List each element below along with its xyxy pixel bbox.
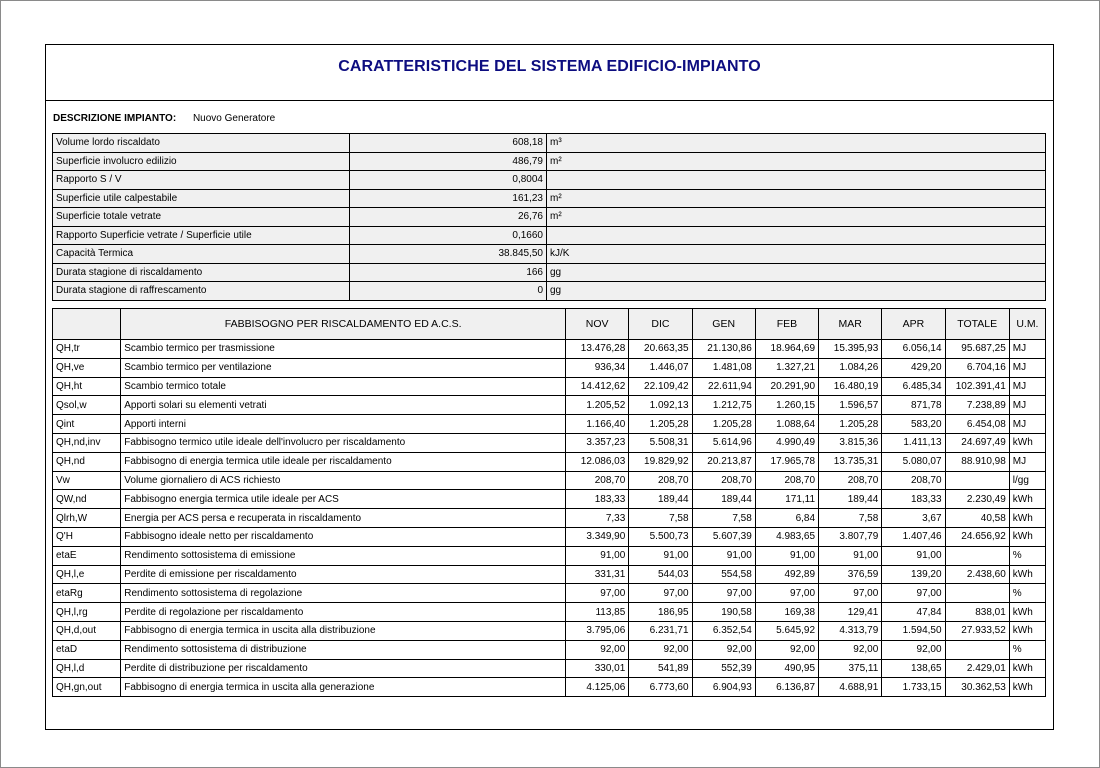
cell-symbol: Vw [53, 471, 121, 490]
cell-gen: 92,00 [692, 640, 755, 659]
cell-apr: 1.594,50 [882, 621, 945, 640]
cell-symbol: QH,tr [53, 340, 121, 359]
cell-gen: 91,00 [692, 546, 755, 565]
cell-mar: 92,00 [819, 640, 882, 659]
cell-apr: 183,33 [882, 490, 945, 509]
cell-apr: 429,20 [882, 358, 945, 377]
cell-mar: 189,44 [819, 490, 882, 509]
cell-nov: 12.086,03 [566, 452, 629, 471]
cell-apr: 1.407,46 [882, 527, 945, 546]
cell-apr: 1.733,15 [882, 678, 945, 697]
cell-feb: 1.260,15 [755, 396, 818, 415]
caratteristica-unit: m² [547, 152, 1046, 171]
table-row [53, 471, 1046, 490]
caratteristica-value: 161,23 [350, 189, 547, 208]
cell-symbol: QH,nd,inv [53, 433, 121, 452]
caratteristica-label: Rapporto Superficie vetrate / Superficie utile [53, 226, 350, 245]
cell-dic: 1.446,07 [629, 358, 692, 377]
caratteristica-label: Superficie involucro edilizio [53, 152, 350, 171]
caratteristica-unit: kJ/K [547, 245, 1046, 264]
cell-description: Perdite di distribuzione per riscaldamento [121, 659, 566, 678]
cell-nov: 3.357,23 [566, 433, 629, 452]
cell-gen: 6.352,54 [692, 621, 755, 640]
cell-symbol: QH,l,rg [53, 603, 121, 622]
cell-unit: kWh [1009, 527, 1045, 546]
cell-totale: 40,58 [945, 509, 1009, 528]
cell-nov: 183,33 [566, 490, 629, 509]
cell-feb: 171,11 [755, 490, 818, 509]
cell-unit: kWh [1009, 433, 1045, 452]
cell-gen: 1.481,08 [692, 358, 755, 377]
caratteristica-row [53, 134, 1046, 153]
cell-mar: 4.313,79 [819, 621, 882, 640]
caratteristica-unit: m³ [547, 134, 1046, 153]
cell-description: Scambio termico totale [121, 377, 566, 396]
cell-unit: kWh [1009, 678, 1045, 697]
cell-mar: 1.205,28 [819, 415, 882, 434]
cell-feb: 97,00 [755, 584, 818, 603]
cell-nov: 3.349,90 [566, 527, 629, 546]
caratteristica-row [53, 208, 1046, 227]
caratteristica-value: 486,79 [350, 152, 547, 171]
cell-totale [945, 546, 1009, 565]
caratteristica-value: 26,76 [350, 208, 547, 227]
cell-unit: kWh [1009, 621, 1045, 640]
caratteristiche-table [52, 133, 1046, 301]
table-row [53, 603, 1046, 622]
caratteristica-value: 38.845,50 [350, 245, 547, 264]
column-header-dic: DIC [629, 309, 692, 340]
cell-unit: l/gg [1009, 471, 1045, 490]
table-row [53, 584, 1046, 603]
cell-totale: 2.429,01 [945, 659, 1009, 678]
cell-symbol: QW,nd [53, 490, 121, 509]
table-row [53, 452, 1046, 471]
cell-apr: 5.080,07 [882, 452, 945, 471]
cell-mar: 97,00 [819, 584, 882, 603]
cell-symbol: QH,l,e [53, 565, 121, 584]
caratteristica-unit: m² [547, 208, 1046, 227]
cell-gen: 1.212,75 [692, 396, 755, 415]
fabbisogno-table [52, 308, 1046, 697]
cell-mar: 376,59 [819, 565, 882, 584]
cell-mar: 91,00 [819, 546, 882, 565]
cell-apr: 1.411,13 [882, 433, 945, 452]
cell-feb: 5.645,92 [755, 621, 818, 640]
cell-apr: 3,67 [882, 509, 945, 528]
caratteristica-label: Durata stagione di riscaldamento [53, 263, 350, 282]
cell-symbol: Qlrh,W [53, 509, 121, 528]
cell-feb: 6.136,87 [755, 678, 818, 697]
cell-apr: 91,00 [882, 546, 945, 565]
cell-apr: 871,78 [882, 396, 945, 415]
cell-totale: 838,01 [945, 603, 1009, 622]
cell-unit: kWh [1009, 565, 1045, 584]
cell-feb: 18.964,69 [755, 340, 818, 359]
cell-unit: MJ [1009, 377, 1045, 396]
cell-totale: 7.238,89 [945, 396, 1009, 415]
cell-dic: 1.205,28 [629, 415, 692, 434]
cell-dic: 91,00 [629, 546, 692, 565]
cell-mar: 3.807,79 [819, 527, 882, 546]
cell-dic: 6.231,71 [629, 621, 692, 640]
caratteristica-unit: gg [547, 263, 1046, 282]
table-row [53, 509, 1046, 528]
cell-nov: 3.795,06 [566, 621, 629, 640]
cell-unit: MJ [1009, 358, 1045, 377]
descrizione-value: Nuovo Generatore [192, 113, 276, 124]
cell-description: Apporti solari su elementi vetrati [121, 396, 566, 415]
cell-apr: 208,70 [882, 471, 945, 490]
cell-description: Scambio termico per trasmissione [121, 340, 566, 359]
cell-nov: 1.166,40 [566, 415, 629, 434]
report-frame [45, 44, 1054, 730]
column-header-totale: TOTALE [945, 309, 1009, 340]
caratteristica-row [53, 226, 1046, 245]
cell-totale: 2.230,49 [945, 490, 1009, 509]
caratteristica-label: Volume lordo riscaldato [53, 134, 350, 153]
cell-apr: 138,65 [882, 659, 945, 678]
column-header-description: FABBISOGNO PER RISCALDAMENTO ED A.C.S. [121, 309, 566, 340]
column-header-gen: GEN [692, 309, 755, 340]
caratteristica-value: 0 [350, 282, 547, 301]
cell-symbol: Qsol,w [53, 396, 121, 415]
table-row [53, 678, 1046, 697]
title-band [46, 45, 1053, 101]
cell-mar: 1.596,57 [819, 396, 882, 415]
cell-gen: 7,58 [692, 509, 755, 528]
table-row [53, 433, 1046, 452]
cell-symbol: QH,l,d [53, 659, 121, 678]
table-row [53, 490, 1046, 509]
cell-nov: 1.205,52 [566, 396, 629, 415]
table-row [53, 621, 1046, 640]
cell-nov: 92,00 [566, 640, 629, 659]
cell-gen: 189,44 [692, 490, 755, 509]
cell-symbol: Q'H [53, 527, 121, 546]
cell-feb: 208,70 [755, 471, 818, 490]
cell-symbol: etaE [53, 546, 121, 565]
cell-dic: 5.508,31 [629, 433, 692, 452]
cell-mar: 129,41 [819, 603, 882, 622]
caratteristica-unit [547, 226, 1046, 245]
cell-symbol: etaRg [53, 584, 121, 603]
cell-nov: 91,00 [566, 546, 629, 565]
cell-description: Energia per ACS persa e recuperata in riscaldamento [121, 509, 566, 528]
table-row [53, 415, 1046, 434]
cell-nov: 7,33 [566, 509, 629, 528]
table-row [53, 396, 1046, 415]
cell-mar: 13.735,31 [819, 452, 882, 471]
cell-feb: 490,95 [755, 659, 818, 678]
cell-gen: 190,58 [692, 603, 755, 622]
table-row [53, 546, 1046, 565]
cell-feb: 4.990,49 [755, 433, 818, 452]
cell-gen: 20.213,87 [692, 452, 755, 471]
cell-feb: 6,84 [755, 509, 818, 528]
cell-feb: 169,38 [755, 603, 818, 622]
cell-totale: 102.391,41 [945, 377, 1009, 396]
cell-mar: 15.395,93 [819, 340, 882, 359]
cell-gen: 552,39 [692, 659, 755, 678]
caratteristica-label: Rapporto S / V [53, 171, 350, 190]
cell-unit: kWh [1009, 603, 1045, 622]
cell-description: Fabbisogno ideale netto per riscaldamento [121, 527, 566, 546]
caratteristica-value: 608,18 [350, 134, 547, 153]
cell-feb: 20.291,90 [755, 377, 818, 396]
cell-feb: 91,00 [755, 546, 818, 565]
caratteristica-row [53, 282, 1046, 301]
caratteristica-row [53, 263, 1046, 282]
cell-unit: kWh [1009, 659, 1045, 678]
column-header-symbol [53, 309, 121, 340]
cell-gen: 554,58 [692, 565, 755, 584]
cell-description: Rendimento sottosistema di distribuzione [121, 640, 566, 659]
cell-apr: 6.485,34 [882, 377, 945, 396]
cell-apr: 139,20 [882, 565, 945, 584]
caratteristica-row [53, 189, 1046, 208]
cell-symbol: QH,ve [53, 358, 121, 377]
caratteristica-row [53, 152, 1046, 171]
cell-description: Rendimento sottosistema di emissione [121, 546, 566, 565]
column-header-apr: APR [882, 309, 945, 340]
cell-unit: MJ [1009, 340, 1045, 359]
caratteristica-label: Superficie totale vetrate [53, 208, 350, 227]
cell-feb: 4.983,65 [755, 527, 818, 546]
cell-totale: 88.910,98 [945, 452, 1009, 471]
caratteristica-unit: gg [547, 282, 1046, 301]
page-title: CARATTERISTICHE DEL SISTEMA EDIFICIO-IMPIANTO [338, 57, 761, 75]
cell-mar: 16.480,19 [819, 377, 882, 396]
cell-mar: 3.815,36 [819, 433, 882, 452]
cell-unit: kWh [1009, 490, 1045, 509]
cell-dic: 97,00 [629, 584, 692, 603]
cell-unit: % [1009, 546, 1045, 565]
cell-totale [945, 584, 1009, 603]
cell-totale: 6.704,16 [945, 358, 1009, 377]
cell-unit: % [1009, 640, 1045, 659]
cell-totale: 24.656,92 [945, 527, 1009, 546]
caratteristica-value: 0,8004 [350, 171, 547, 190]
cell-dic: 208,70 [629, 471, 692, 490]
cell-feb: 492,89 [755, 565, 818, 584]
table-row [53, 527, 1046, 546]
cell-dic: 541,89 [629, 659, 692, 678]
cell-gen: 5.614,96 [692, 433, 755, 452]
cell-nov: 14.412,62 [566, 377, 629, 396]
cell-apr: 92,00 [882, 640, 945, 659]
cell-description: Fabbisogno di energia termica utile ideale per riscaldamento [121, 452, 566, 471]
cell-gen: 208,70 [692, 471, 755, 490]
cell-apr: 6.056,14 [882, 340, 945, 359]
cell-gen: 21.130,86 [692, 340, 755, 359]
cell-dic: 22.109,42 [629, 377, 692, 396]
caratteristica-label: Capacità Termica [53, 245, 350, 264]
cell-totale: 24.697,49 [945, 433, 1009, 452]
cell-mar: 375,11 [819, 659, 882, 678]
cell-dic: 7,58 [629, 509, 692, 528]
caratteristica-row [53, 245, 1046, 264]
cell-gen: 97,00 [692, 584, 755, 603]
cell-gen: 6.904,93 [692, 678, 755, 697]
cell-description: Fabbisogno termico utile ideale dell'involucro per riscaldamento [121, 433, 566, 452]
cell-nov: 13.476,28 [566, 340, 629, 359]
cell-symbol: QH,d,out [53, 621, 121, 640]
caratteristica-unit: m² [547, 189, 1046, 208]
cell-totale [945, 471, 1009, 490]
cell-apr: 97,00 [882, 584, 945, 603]
cell-description: Rendimento sottosistema di regolazione [121, 584, 566, 603]
cell-description: Scambio termico per ventilazione [121, 358, 566, 377]
cell-totale: 2.438,60 [945, 565, 1009, 584]
cell-description: Fabbisogno energia termica utile ideale per ACS [121, 490, 566, 509]
cell-symbol: Qint [53, 415, 121, 434]
cell-totale: 6.454,08 [945, 415, 1009, 434]
cell-symbol: QH,nd [53, 452, 121, 471]
caratteristica-value: 166 [350, 263, 547, 282]
cell-nov: 330,01 [566, 659, 629, 678]
table-row [53, 377, 1046, 396]
cell-feb: 92,00 [755, 640, 818, 659]
caratteristica-value: 0,1660 [350, 226, 547, 245]
table-row [53, 358, 1046, 377]
cell-unit: MJ [1009, 396, 1045, 415]
table-row [53, 340, 1046, 359]
cell-dic: 92,00 [629, 640, 692, 659]
cell-totale [945, 640, 1009, 659]
table-row [53, 565, 1046, 584]
cell-mar: 7,58 [819, 509, 882, 528]
cell-description: Apporti interni [121, 415, 566, 434]
cell-gen: 1.205,28 [692, 415, 755, 434]
cell-dic: 186,95 [629, 603, 692, 622]
cell-dic: 19.829,92 [629, 452, 692, 471]
cell-dic: 6.773,60 [629, 678, 692, 697]
cell-description: Fabbisogno di energia termica in uscita alla generazione [121, 678, 566, 697]
caratteristica-row [53, 171, 1046, 190]
table-row [53, 640, 1046, 659]
cell-gen: 22.611,94 [692, 377, 755, 396]
cell-feb: 1.327,21 [755, 358, 818, 377]
cell-dic: 5.500,73 [629, 527, 692, 546]
table-row [53, 659, 1046, 678]
cell-symbol: QH,ht [53, 377, 121, 396]
cell-apr: 583,20 [882, 415, 945, 434]
cell-description: Fabbisogno di energia termica in uscita alla distribuzione [121, 621, 566, 640]
cell-mar: 4.688,91 [819, 678, 882, 697]
column-header-nov: NOV [566, 309, 629, 340]
cell-gen: 5.607,39 [692, 527, 755, 546]
cell-unit: MJ [1009, 452, 1045, 471]
cell-totale: 30.362,53 [945, 678, 1009, 697]
column-header-unit: U.M. [1009, 309, 1045, 340]
cell-nov: 331,31 [566, 565, 629, 584]
cell-apr: 47,84 [882, 603, 945, 622]
cell-unit: MJ [1009, 415, 1045, 434]
cell-nov: 208,70 [566, 471, 629, 490]
cell-dic: 544,03 [629, 565, 692, 584]
cell-description: Volume giornaliero di ACS richiesto [121, 471, 566, 490]
cell-mar: 208,70 [819, 471, 882, 490]
cell-mar: 1.084,26 [819, 358, 882, 377]
cell-symbol: etaD [53, 640, 121, 659]
cell-dic: 1.092,13 [629, 396, 692, 415]
cell-unit: % [1009, 584, 1045, 603]
cell-totale: 95.687,25 [945, 340, 1009, 359]
cell-totale: 27.933,52 [945, 621, 1009, 640]
cell-description: Perdite di emissione per riscaldamento [121, 565, 566, 584]
table-header-row [53, 309, 1046, 340]
cell-unit: kWh [1009, 509, 1045, 528]
column-header-feb: FEB [755, 309, 818, 340]
descrizione-impianto [53, 113, 275, 124]
caratteristica-label: Superficie utile calpestabile [53, 189, 350, 208]
cell-dic: 20.663,35 [629, 340, 692, 359]
cell-symbol: QH,gn,out [53, 678, 121, 697]
caratteristica-unit [547, 171, 1046, 190]
caratteristica-label: Durata stagione di raffrescamento [53, 282, 350, 301]
cell-nov: 113,85 [566, 603, 629, 622]
descrizione-label: DESCRIZIONE IMPIANTO: [53, 113, 177, 124]
cell-feb: 1.088,64 [755, 415, 818, 434]
cell-nov: 97,00 [566, 584, 629, 603]
cell-nov: 936,34 [566, 358, 629, 377]
cell-description: Perdite di regolazione per riscaldamento [121, 603, 566, 622]
cell-dic: 189,44 [629, 490, 692, 509]
cell-feb: 17.965,78 [755, 452, 818, 471]
cell-nov: 4.125,06 [566, 678, 629, 697]
column-header-mar: MAR [819, 309, 882, 340]
